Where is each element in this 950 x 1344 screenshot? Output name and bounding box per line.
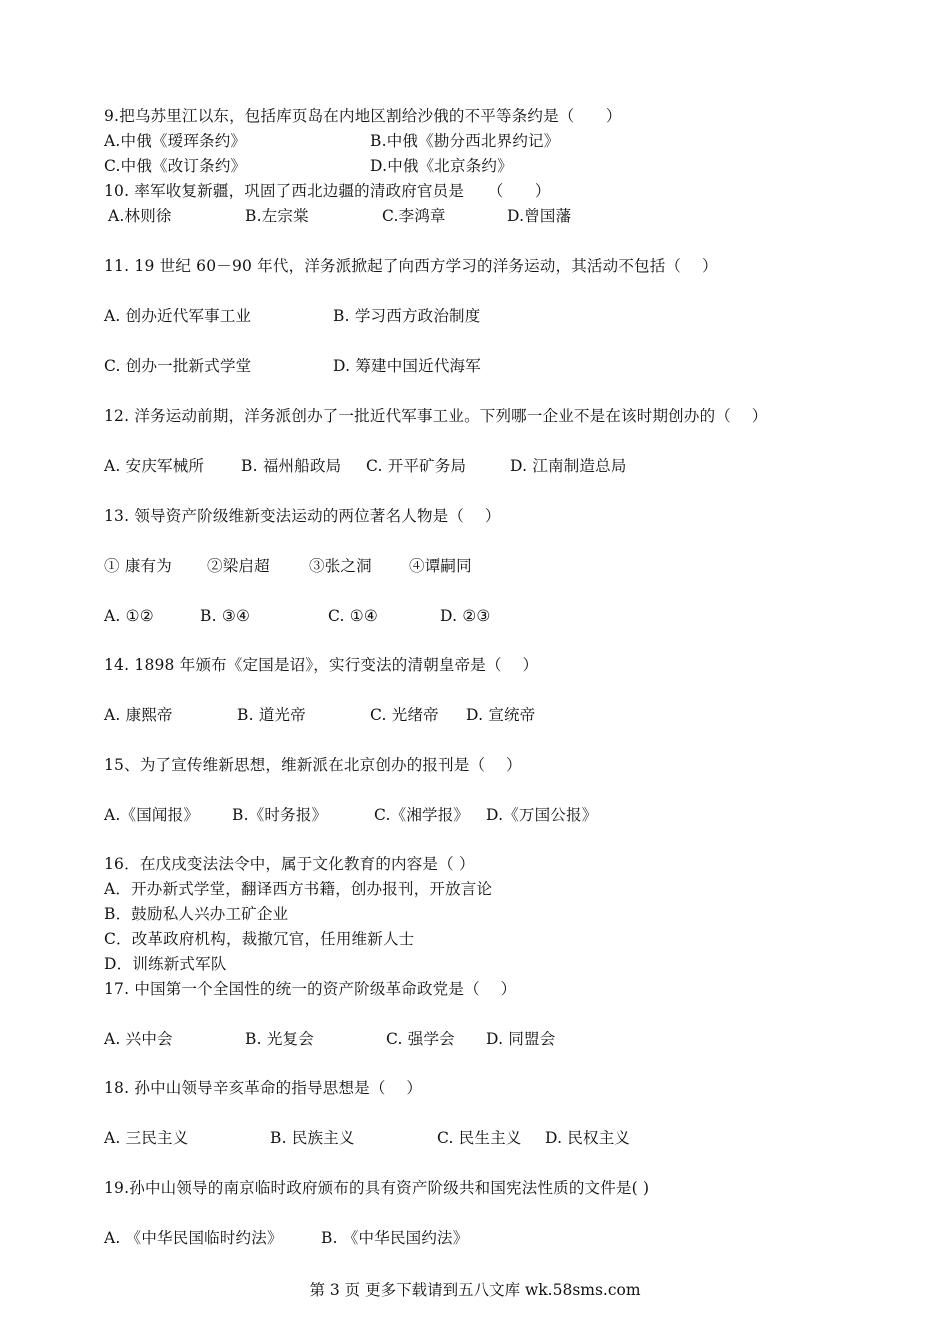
option-item: B.中俄《勘分西北界约记》 bbox=[370, 132, 560, 150]
option-row bbox=[104, 206, 844, 226]
option-item: D. ②③ bbox=[440, 607, 491, 625]
option-item: B. 道光帝 bbox=[237, 706, 306, 724]
option-item: B.《时务报》 bbox=[232, 806, 328, 824]
option-item: A. 康熙帝 bbox=[104, 706, 173, 724]
option-row bbox=[104, 705, 844, 725]
question-line: A．开办新式学堂，翻译西方书籍，创办报刊，开放言论 bbox=[104, 880, 493, 898]
option-row bbox=[104, 556, 844, 576]
option-item: D.《万国公报》 bbox=[486, 806, 598, 824]
option-row bbox=[104, 356, 844, 376]
option-row bbox=[104, 306, 844, 326]
option-row bbox=[104, 131, 844, 151]
option-item: ③张之洞 bbox=[309, 557, 372, 575]
option-item: B. 学习西方政治制度 bbox=[333, 307, 481, 325]
option-item: B. ③④ bbox=[200, 607, 251, 625]
option-item: ②梁启超 bbox=[207, 557, 270, 575]
option-row bbox=[104, 456, 844, 476]
option-item: C.中俄《改订条约》 bbox=[104, 157, 247, 175]
question-line: C．改革政府机构，裁撤冗官，任用维新人士 bbox=[104, 930, 415, 948]
option-item: B. 《中华民国约法》 bbox=[321, 1229, 469, 1247]
question-line: 15、为了宣传维新思想，维新派在北京创办的报刊是（ ） bbox=[104, 756, 522, 774]
option-item: D. 宣统帝 bbox=[466, 706, 536, 724]
question-line: B．鼓励私人兴办工矿企业 bbox=[104, 905, 289, 923]
option-item: D. 江南制造总局 bbox=[510, 457, 627, 475]
question-line: 11. 19 世纪 60－90 年代，洋务派掀起了向西方学习的洋务运动，其活动不包括（ ） bbox=[104, 257, 718, 275]
option-item: C. 光绪帝 bbox=[370, 706, 439, 724]
option-row bbox=[104, 606, 844, 626]
option-item: B. 民族主义 bbox=[270, 1129, 355, 1147]
option-item: D. 同盟会 bbox=[486, 1030, 556, 1048]
option-item: C. ①④ bbox=[328, 607, 378, 625]
option-item: C.李鸿章 bbox=[382, 207, 446, 225]
option-item: C. 民生主义 bbox=[437, 1129, 522, 1147]
question-line: D．训练新式军队 bbox=[104, 955, 227, 973]
option-item: B. 光复会 bbox=[245, 1030, 314, 1048]
option-item: C.《湘学报》 bbox=[374, 806, 470, 824]
option-item: D. 民权主义 bbox=[545, 1129, 631, 1147]
option-item: A. ①② bbox=[104, 607, 154, 625]
question-line: 16．在戊戌变法法令中，属于文化教育的内容是（ ） bbox=[104, 855, 475, 873]
option-item: A. 《中华民国临时约法》 bbox=[104, 1229, 283, 1247]
option-item: A.林则徐 bbox=[108, 207, 172, 225]
question-line: 13. 领导资产阶级维新变法运动的两位著名人物是（ ） bbox=[104, 507, 501, 525]
question-line: 12. 洋务运动前期，洋务派创办了一批近代军事工业。下列哪一企业不是在该时期创办的（ ） bbox=[104, 407, 768, 425]
option-item: D.曾国藩 bbox=[507, 207, 572, 225]
option-item: ① 康有为 bbox=[104, 557, 172, 575]
option-item: A.《国闻报》 bbox=[104, 806, 200, 824]
option-item: A.中俄《瑷珲条约》 bbox=[104, 132, 247, 150]
option-item: C. 开平矿务局 bbox=[366, 457, 467, 475]
option-item: A. 兴中会 bbox=[104, 1030, 173, 1048]
page-footer: 第 3 页 更多下载请到五八文库 wk.58sms.com bbox=[309, 1281, 641, 1299]
option-item: A. 创办近代军事工业 bbox=[104, 307, 252, 325]
option-item: C. 创办一批新式学堂 bbox=[104, 357, 252, 375]
option-item: A. 安庆军械所 bbox=[104, 457, 205, 475]
option-item: D.中俄《北京条约》 bbox=[370, 157, 513, 175]
question-line: 19.孙中山领导的南京临时政府颁布的具有资产阶级共和国宪法性质的文件是( ) bbox=[104, 1179, 650, 1197]
option-item: A. 三民主义 bbox=[104, 1129, 189, 1147]
question-line: 9.把乌苏里江以东，包括库页岛在内地区割给沙俄的不平等条约是（ ） bbox=[104, 107, 622, 125]
option-row bbox=[104, 1128, 844, 1148]
option-item: B. 福州船政局 bbox=[241, 457, 342, 475]
question-line: 17. 中国第一个全国性的统一的资产阶级革命政党是（ ） bbox=[104, 980, 517, 998]
option-row bbox=[104, 156, 844, 176]
option-item: D. 筹建中国近代海军 bbox=[333, 357, 481, 375]
option-row bbox=[104, 1029, 844, 1049]
option-item: C. 强学会 bbox=[386, 1030, 455, 1048]
option-item: B.左宗棠 bbox=[245, 207, 309, 225]
question-line: 10. 率军收复新疆，巩固了西北边疆的清政府官员是 （ ） bbox=[104, 182, 551, 200]
option-row bbox=[104, 1228, 844, 1248]
option-item: ④谭嗣同 bbox=[409, 557, 472, 575]
option-row bbox=[104, 805, 844, 825]
question-line: 18. 孙中山领导辛亥革命的指导思想是（ ） bbox=[104, 1079, 423, 1097]
question-line: 14. 1898 年颁布《定国是诏》，实行变法的清朝皇帝是（ ） bbox=[104, 656, 539, 674]
